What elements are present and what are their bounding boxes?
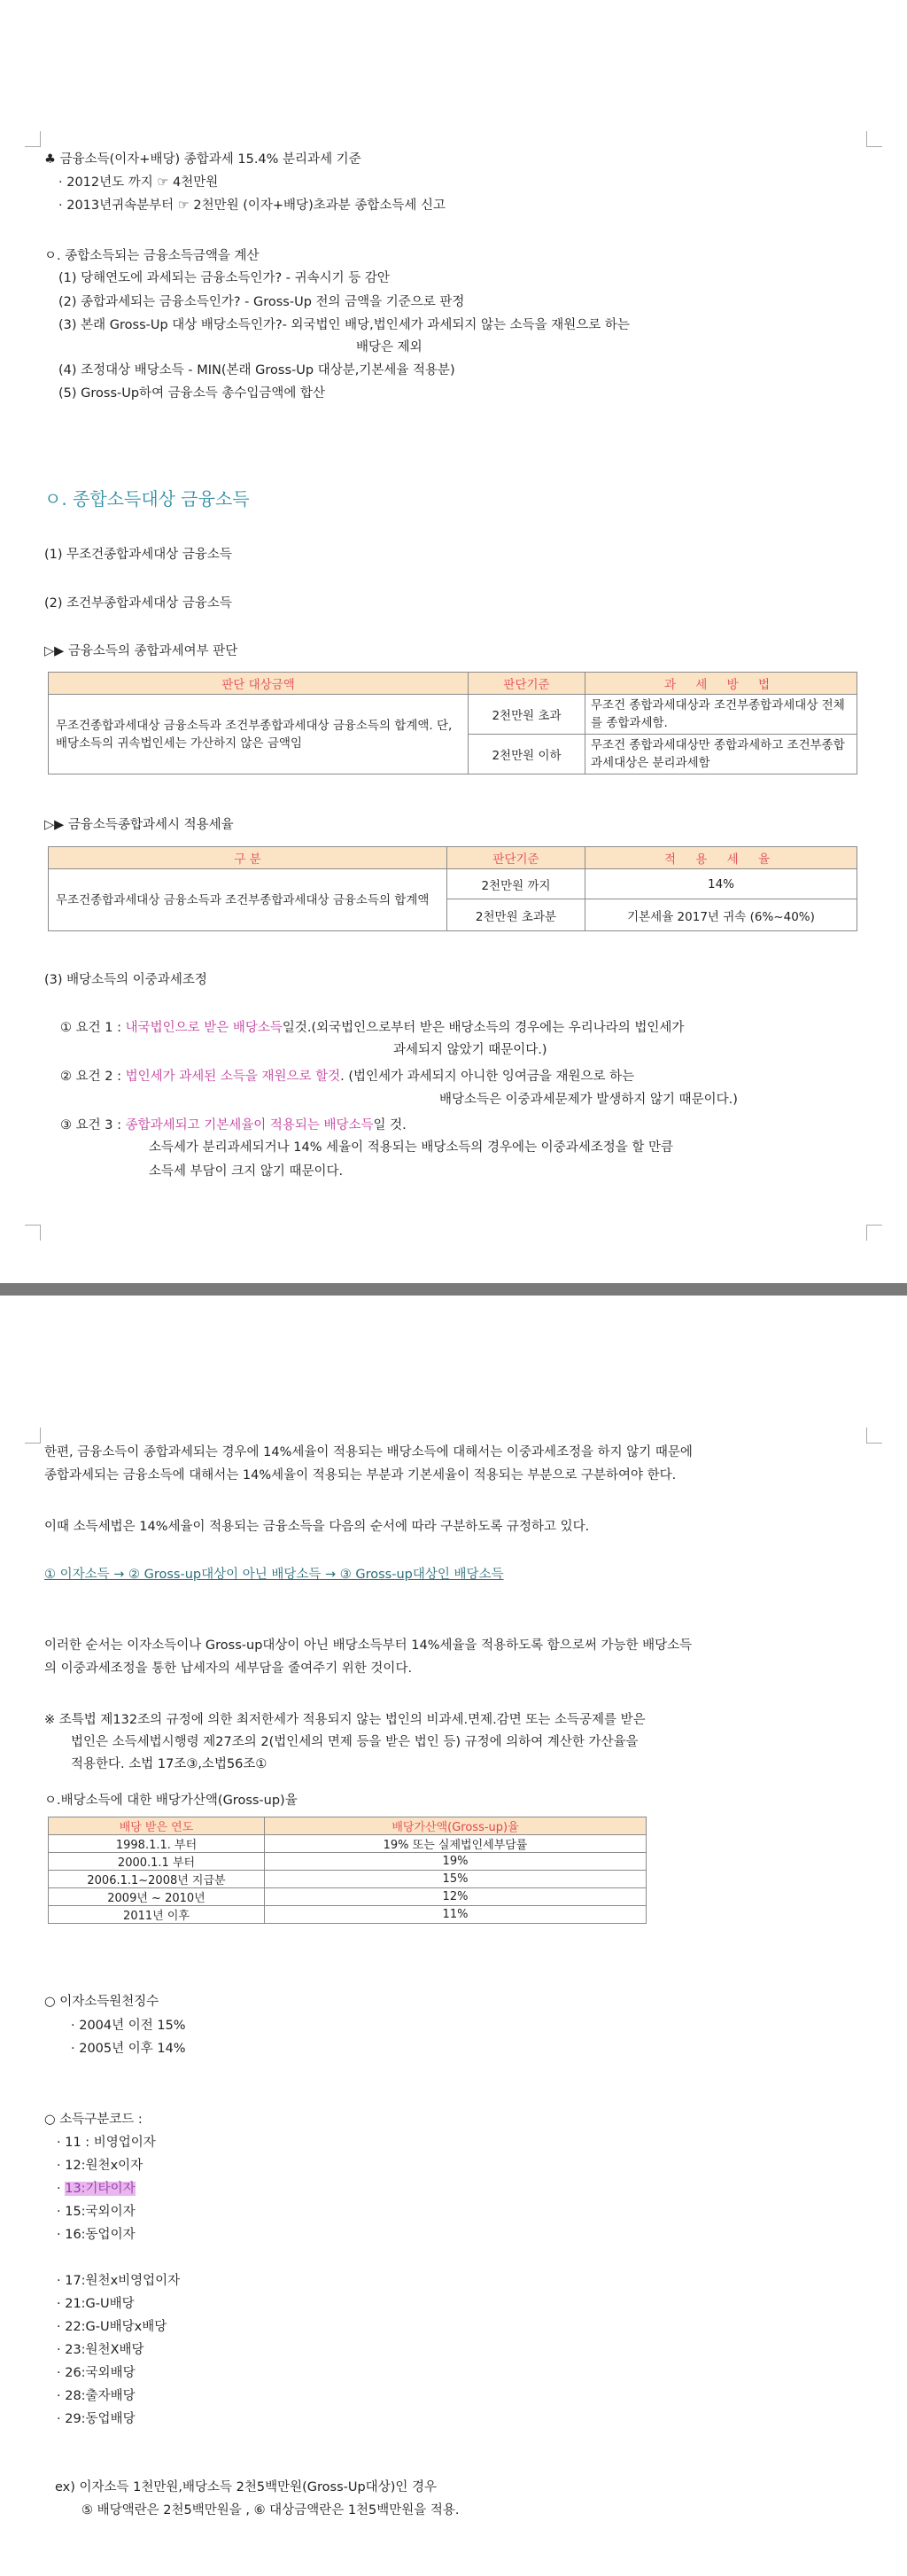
codes-title: ○ 소득구분코드 : bbox=[44, 2113, 143, 2127]
table-row bbox=[49, 1906, 647, 1924]
table-header: 판단기준 bbox=[447, 847, 585, 869]
rate-title: ㅇ.배당소득에 대한 배당가산액(Gross-up)율 bbox=[44, 1794, 298, 1808]
subsection-title: (2) 조건부종합과세대상 금융소득 bbox=[44, 596, 232, 611]
requirement-1 bbox=[60, 1019, 684, 1037]
judge-title: ▷▶ 금융소득의 종합과세여부 판단 bbox=[44, 644, 238, 658]
apply-table bbox=[48, 846, 857, 931]
table-cell: 2천만원 이하 bbox=[469, 735, 585, 774]
req-text: 일것.(외국법인으로부터 받은 배당소득의 경우에는 우리나라의 법인세가 bbox=[282, 1021, 685, 1035]
table-header: 판단 대상금액 bbox=[49, 673, 469, 695]
table-cell: 기본세율 2017년 귀속 (6%~40%) bbox=[585, 899, 857, 931]
calc-step-cont: 배당은 제외 bbox=[356, 340, 422, 354]
threshold-item: · 2013년귀속분부터 ☞ 2천만원 (이자+배당)초과분 종합소득세 신고 bbox=[58, 198, 446, 213]
table-cell: 2천만원 초과분 bbox=[447, 899, 585, 931]
document-page-2 bbox=[0, 1296, 907, 2576]
calc-step: (4) 조정대상 배당소득 - MIN(본래 Gross-Up 대상분,기본세율 적용분) bbox=[58, 363, 455, 377]
table-header: 배당 받은 연도 bbox=[49, 1817, 265, 1835]
table-cell: 2000.1.1 부터 bbox=[49, 1853, 265, 1871]
req-prefix: ③ 요건 3 : bbox=[60, 1118, 126, 1132]
crop-mark bbox=[25, 1428, 41, 1444]
code-item: · 21:G-U배당 bbox=[57, 2297, 135, 2311]
table-cell: 2천만원 초과 bbox=[469, 695, 585, 735]
table-header: 과 세 방 법 bbox=[585, 673, 857, 695]
rate-table bbox=[48, 1817, 647, 1924]
calc-step: (1) 당해연도에 과세되는 금융소득인가? - 귀속시기 등 감안 bbox=[58, 271, 390, 285]
list-item: · 2004년 이전 15% bbox=[71, 2019, 186, 2033]
paragraph-line: 이때 소득세법은 14%세율이 적용되는 금융소득을 다음의 순서에 따라 구분하도록 규정하고 있다. bbox=[44, 1520, 590, 1534]
req-emphasis: 내국법인으로 받은 배당소득 bbox=[125, 1021, 283, 1035]
crop-mark bbox=[866, 1225, 882, 1241]
code-item: · 28:출자배당 bbox=[57, 2389, 136, 2403]
code-item: · 11 : 비영업이자 bbox=[57, 2136, 156, 2150]
table-cell: 2천만원 까지 bbox=[447, 869, 585, 899]
code-item-highlighted bbox=[57, 2180, 136, 2198]
order-link[interactable]: ① 이자소득 → ② Gross-up대상이 아닌 배당소득 → ③ Gross-up대상인 배당소득 bbox=[44, 1568, 504, 1582]
note-line: 법인은 소득세법시행령 제27조의 2(법인세의 면제 등을 받은 법인 등) 규정에 의하여 계산한 가산율을 bbox=[71, 1735, 639, 1749]
req-text: . (법인세가 과세되지 아니한 잉여금을 재원으로 하는 bbox=[340, 1070, 635, 1084]
requirement-2 bbox=[60, 1068, 634, 1086]
table-cell: 19% bbox=[265, 1853, 647, 1871]
code-item: · 17:원천x비영업이자 bbox=[57, 2274, 181, 2288]
table-cell: 무조건종합과세대상 금융소득과 조건부종합과세대상 금융소득의 합계액. 단,배당소득의 귀속법인세는 가산하지 않은 금액임 bbox=[49, 695, 469, 774]
calc-step: (3) 본래 Gross-Up 대상 배당소득인가?- 외국법인 배당,법인세가 과세되지 않는 소득을 재원으로 하는 bbox=[58, 318, 630, 332]
bullet: · bbox=[57, 2182, 66, 2196]
table-header: 구 분 bbox=[49, 847, 447, 869]
req-text: 일 것. bbox=[373, 1118, 407, 1132]
section-title: ㅇ. 종합소득대상 금융소득 bbox=[44, 488, 250, 510]
list-item: · 2005년 이후 14% bbox=[71, 2042, 186, 2056]
req-emphasis: 종합과세되고 기본세율이 적용되는 배당소득 bbox=[125, 1118, 374, 1132]
code-item: · 23:원천X배당 bbox=[57, 2343, 144, 2357]
code-item: · 22:G-U배당x배당 bbox=[57, 2320, 167, 2334]
table-cell: 1998.1.1. 부터 bbox=[49, 1835, 265, 1853]
crop-mark bbox=[25, 1225, 41, 1241]
table-cell: 15% bbox=[265, 1871, 647, 1888]
table-row bbox=[49, 1888, 647, 1906]
code-item: · 16:동업이자 bbox=[57, 2228, 136, 2242]
highlighted-code: 13:기타이자 bbox=[65, 2182, 136, 2196]
table-cell: 19% 또는 실제법인세부담률 bbox=[265, 1835, 647, 1853]
table-cell: 2011년 이후 bbox=[49, 1906, 265, 1924]
table-cell: 2006.1.1~2008년 지급분 bbox=[49, 1871, 265, 1888]
threshold-item: · 2012년도 까지 ☞ 4천만원 bbox=[58, 175, 219, 190]
apply-title: ▷▶ 금융소득종합과세시 적용세율 bbox=[44, 818, 234, 832]
table-row bbox=[49, 1871, 647, 1888]
table-cell: 11% bbox=[265, 1906, 647, 1924]
crop-mark bbox=[25, 131, 41, 147]
example-line: ⑤ 배당액란은 2천5백만원을 , ⑥ 대상금액란은 1천5백만원을 적용. bbox=[81, 2503, 460, 2518]
table-row bbox=[49, 1853, 647, 1871]
req-prefix: ② 요건 2 : bbox=[60, 1070, 126, 1084]
table-header: 판단기준 bbox=[469, 673, 585, 695]
calc-step: (2) 종합과세되는 금융소득인가? - Gross-Up 전의 금액을 기준으로 판정 bbox=[58, 295, 465, 309]
calc-title: ㅇ. 종합소득되는 금융소득금액을 계산 bbox=[44, 249, 260, 263]
requirement-3 bbox=[60, 1117, 407, 1134]
calc-step: (5) Gross-Up하여 금융소득 총수입금액에 합산 bbox=[58, 386, 325, 401]
requirement-2-cont: 배당소득은 이중과세문제가 발생하지 않기 때문이다.) bbox=[439, 1093, 738, 1107]
paragraph-line: 의 이중과세조정을 통한 납세자의 세부담을 줄여주기 위한 것이다. bbox=[44, 1662, 413, 1676]
req-prefix: ① 요건 1 : bbox=[60, 1021, 126, 1035]
table-cell: 14% bbox=[585, 869, 857, 899]
crop-mark bbox=[866, 1428, 882, 1444]
req-emphasis: 법인세가 과세된 소득을 재원으로 할것 bbox=[125, 1070, 341, 1084]
subsection-title: (1) 무조건종합과세대상 금융소득 bbox=[44, 548, 232, 562]
table-cell: 2009년 ~ 2010년 bbox=[49, 1888, 265, 1906]
table-cell: 12% bbox=[265, 1888, 647, 1906]
table-cell: 무조건 종합과세대상과 조건부종합과세대상 전체를 종합과세함. bbox=[585, 695, 857, 735]
paragraph-line: 이러한 순서는 이자소득이나 Gross-up대상이 아닌 배당소득부터 14%세율을 적용하도록 함으로써 가능한 배당소득 bbox=[44, 1638, 693, 1653]
paragraph-line: 종합과세되는 금융소득에 대해서는 14%세율이 적용되는 부분과 기본세율이 적용되는 부분으로 구분하여야 한다. bbox=[44, 1468, 677, 1483]
requirement-3-cont: 소득세가 분리과세되거나 14% 세율이 적용되는 배당소득의 경우에는 이중과세조정을 할 만큼 bbox=[149, 1140, 673, 1155]
crop-mark bbox=[866, 131, 882, 147]
requirement-3-cont: 소득세 부담이 크지 않기 때문이다. bbox=[149, 1164, 344, 1179]
table-row bbox=[49, 1835, 647, 1853]
table-header: 적 용 세 율 bbox=[585, 847, 857, 869]
table-cell: 무조건종합과세대상 금융소득과 조건부종합과세대상 금융소득의 합계액 bbox=[49, 869, 447, 931]
paragraph-line: 한편, 금융소득이 종합과세되는 경우에 14%세율이 적용되는 배당소득에 대해서는 이중과세조정을 하지 않기 때문에 bbox=[44, 1445, 693, 1459]
judge-table bbox=[48, 672, 857, 774]
subsection-title: (3) 배당소득의 이중과세조정 bbox=[44, 973, 207, 987]
code-item: · 26:국외배당 bbox=[57, 2366, 136, 2380]
code-item: · 12:원천x이자 bbox=[57, 2159, 143, 2173]
clubs-heading: ♣ 금융소득(이자+배당) 종합과세 15.4% 분리과세 기준 bbox=[44, 152, 361, 167]
note-line: ※ 조특법 제132조의 규정에 의한 최저한세가 적용되지 않는 법인의 비과세.면제.감면 또는 소득공제를 받은 bbox=[44, 1713, 646, 1727]
table-cell: 무조건 종합과세대상만 종합과세하고 조건부종합과세대상은 분리과세함 bbox=[585, 735, 857, 774]
withholding-title: ○ 이자소득원천징수 bbox=[44, 1995, 159, 2009]
code-item: · 15:국외이자 bbox=[57, 2205, 136, 2219]
note-line: 적용한다. 소법 17조③,소법56조① bbox=[71, 1757, 267, 1771]
requirement-1-cont: 과세되지 않았기 때문이다.) bbox=[393, 1043, 547, 1057]
example-line: ex) 이자소득 1천만원,배당소득 2천5백만원(Gross-Up대상)인 경우 bbox=[55, 2480, 437, 2494]
document-page-1 bbox=[0, 0, 907, 1283]
table-header: 배당가산액(Gross-up)율 bbox=[265, 1817, 647, 1835]
code-item: · 29:동업배당 bbox=[57, 2412, 136, 2426]
